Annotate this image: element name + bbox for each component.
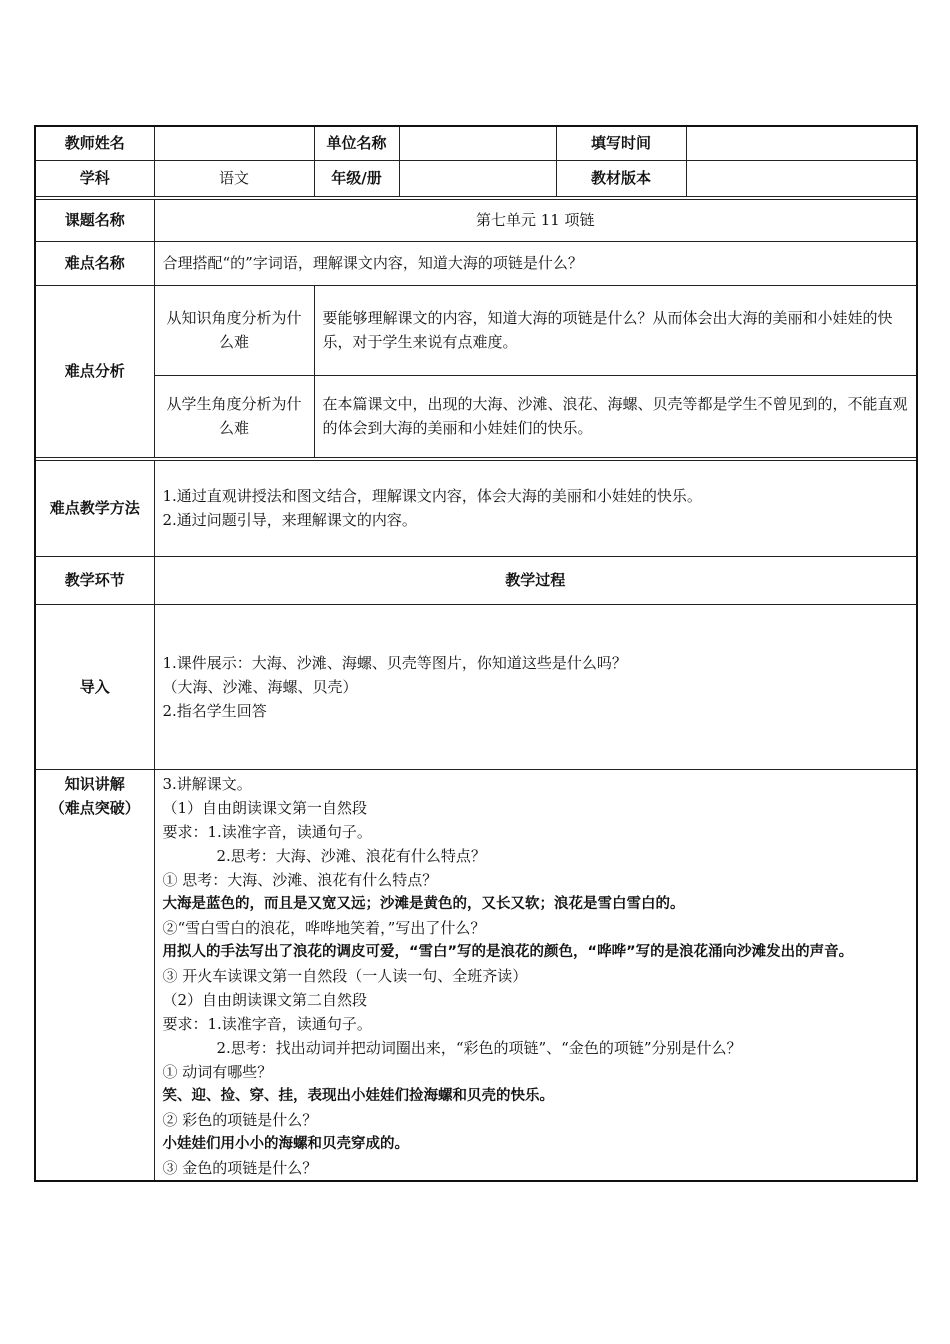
unit-name-label: 单位名称	[314, 126, 399, 160]
intro-content[interactable]	[154, 604, 917, 769]
header-row-1	[35, 126, 917, 160]
knowledge-line: 要求：1.读准字音，读通句子。	[162, 822, 372, 841]
intro-row	[35, 604, 917, 769]
difficulty-row	[35, 241, 917, 285]
knowledge-line: ② 彩色的项链是什么？	[162, 1110, 318, 1129]
knowledge-content[interactable]	[154, 769, 917, 1181]
knowledge-line: 要求：1.读准字音，读通句子。	[162, 1014, 372, 1033]
process-header: 教学过程	[154, 556, 917, 604]
knowledge-line: ②“雪白雪白的浪花，哗哗地笑着，”写出了什么？	[162, 918, 486, 937]
teacher-name-label: 教师姓名	[35, 126, 154, 160]
knowledge-angle-label: 从知识角度分析为什么难	[154, 285, 314, 375]
teacher-name-field[interactable]	[154, 126, 314, 160]
knowledge-line: （1）自由朗读课文第一自然段	[162, 798, 368, 817]
method-row	[35, 460, 917, 556]
student-angle-label: 从学生角度分析为什么难	[154, 375, 314, 457]
topic-row	[35, 199, 917, 241]
header-row-2	[35, 160, 917, 196]
knowledge-label	[35, 769, 154, 1181]
knowledge-answer: 小娃娃们用小小的海螺和贝壳穿成的。	[162, 1135, 409, 1152]
knowledge-answer: 笑、迎、捡、穿、挂，表现出小娃娃们捡海螺和贝壳的快乐。	[162, 1087, 554, 1104]
difficulty-value[interactable]: 合理搭配“的”字词语，理解课文内容，知道大海的项链是什么？	[154, 241, 917, 285]
knowledge-label-2: （难点突破）	[49, 798, 140, 817]
topic-value[interactable]: 第七单元 11 项链	[154, 199, 917, 241]
knowledge-line: 2.思考：大海、沙滩、浪花有什么特点？	[216, 846, 486, 865]
stage-header: 教学环节	[35, 556, 154, 604]
method-content[interactable]	[154, 460, 917, 556]
knowledge-line: ① 动词有哪些？	[162, 1062, 273, 1081]
grade-field[interactable]	[399, 160, 556, 196]
analysis-row-knowledge	[35, 285, 917, 375]
knowledge-angle-text[interactable]: 要能够理解课文的内容，知道大海的项链是什么？从而体会出大海的美丽和小娃娃的快乐，对于学生来说有点难度。	[314, 285, 917, 375]
unit-name-field[interactable]	[399, 126, 556, 160]
edition-label: 教材版本	[556, 160, 686, 196]
topic-label: 课题名称	[35, 199, 154, 241]
knowledge-label-1: 知识讲解	[64, 774, 125, 793]
process-header-row	[35, 556, 917, 604]
fill-time-label: 填写时间	[556, 126, 686, 160]
analysis-label: 难点分析	[35, 285, 154, 457]
knowledge-answer: 用拟人的手法写出了浪花的调皮可爱，“雪白”写的是浪花的颜色，“哗哗”写的是浪花涌向沙滩发出的声音。	[162, 943, 854, 960]
grade-label: 年级/册	[314, 160, 399, 196]
intro-label: 导入	[35, 604, 154, 769]
knowledge-answer: 大海是蓝色的，而且是又宽又远；沙滩是黄色的，又长又软；浪花是雪白雪白的。	[162, 895, 685, 912]
method-label: 难点教学方法	[35, 460, 154, 556]
knowledge-line: （2）自由朗读课文第二自然段	[162, 990, 368, 1009]
method-line-2: 2.通过问题引导，来理解课文的内容。	[162, 511, 417, 529]
knowledge-line: 2.思考：找出动词并把动词圈出来，“彩色的项链”、“金色的项链”分别是什么？	[216, 1038, 742, 1057]
knowledge-row	[35, 769, 917, 1181]
method-line-1: 1.通过直观讲授法和图文结合，理解课文内容，体会大海的美丽和小娃娃的快乐。	[162, 487, 702, 505]
knowledge-line: ③ 开火车读课文第一自然段（一人读一句、全班齐读）	[162, 966, 528, 985]
knowledge-line: ③ 金色的项链是什么？	[162, 1158, 318, 1177]
subject-label: 学科	[35, 160, 154, 196]
difficulty-label: 难点名称	[35, 241, 154, 285]
fill-time-field[interactable]	[686, 126, 917, 160]
analysis-row-student	[35, 375, 917, 457]
lesson-plan-table	[34, 125, 918, 1182]
edition-field[interactable]	[686, 160, 917, 196]
knowledge-line: ① 思考：大海、沙滩、浪花有什么特点？	[162, 870, 438, 889]
intro-line-1: 1.课件展示：大海、沙滩、海螺、贝壳等图片，你知道这些是什么吗？	[162, 653, 627, 672]
subject-value[interactable]: 语文	[154, 160, 314, 196]
intro-line-3: 2.指名学生回答	[162, 701, 267, 720]
student-angle-text[interactable]: 在本篇课文中，出现的大海、沙滩、浪花、海螺、贝壳等都是学生不曾见到的，不能直观的体会到大海的美丽和小娃娃们的快乐。	[314, 375, 917, 457]
intro-line-2: （大海、沙滩、海螺、贝壳）	[162, 677, 358, 696]
knowledge-line: 3.讲解课文。	[162, 774, 252, 793]
